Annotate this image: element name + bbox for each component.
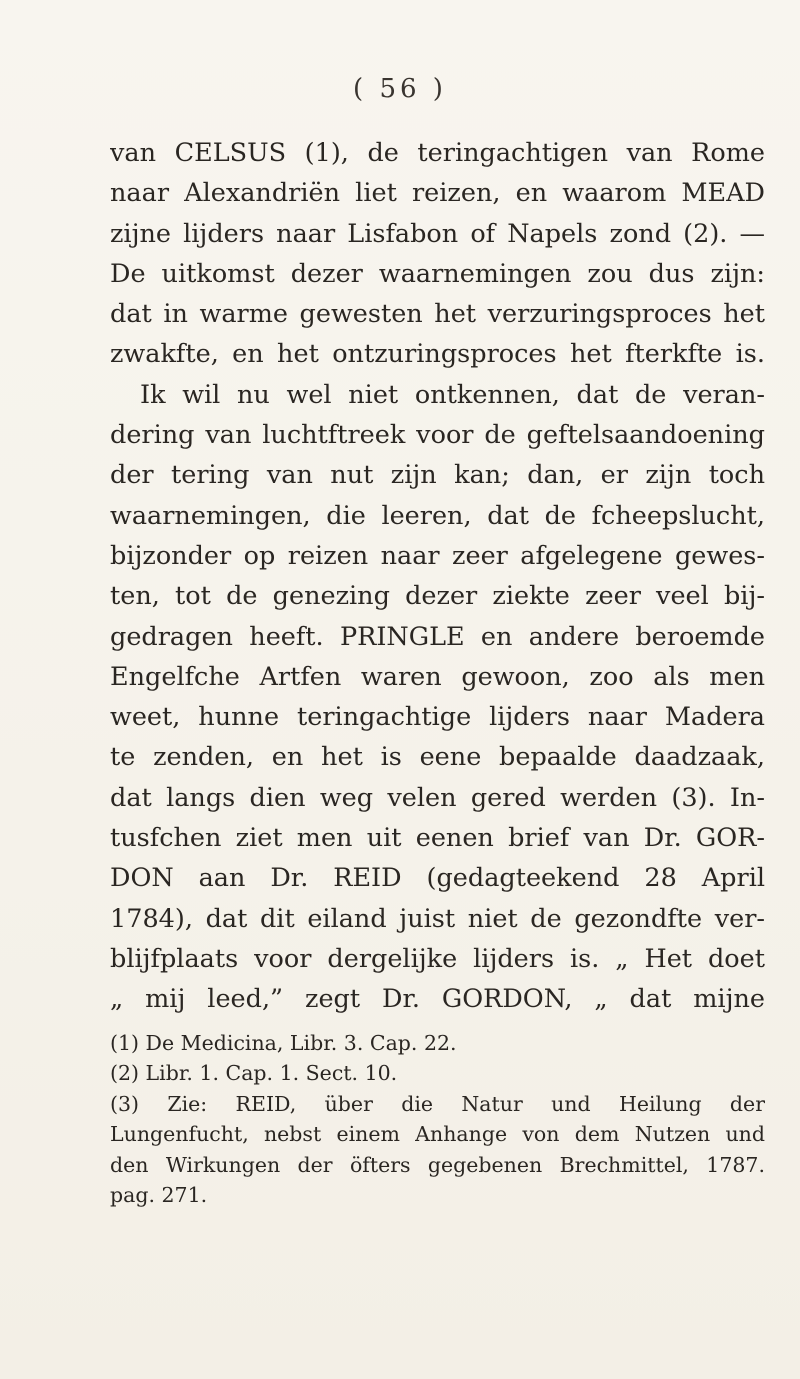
text-line: der tering van nut zijn kan; dan, er zijn toch bbox=[110, 460, 765, 491]
text-line: ten, tot de genezing dezer ziekte zeer veel bij- bbox=[110, 581, 765, 612]
text-line: te zenden, en het is eene bepaalde daadzaak, bbox=[110, 742, 765, 773]
text-line: dering van luchtftreek voor de geftelsaandoening bbox=[110, 420, 765, 451]
text-line: zijne lijders naar Lisfabon of Napels zond (2). — bbox=[110, 218, 765, 249]
text-line: waarnemingen, die leeren, dat de fcheepslucht, bbox=[110, 500, 765, 531]
text-line: De uitkomst dezer waarnemingen zou dus zijn: bbox=[110, 258, 765, 289]
text-line: blijfplaats voor dergelijke lijders is. „ Het doet bbox=[110, 943, 765, 974]
text-line: gedragen heeft. PRINGLE en andere beroemde bbox=[110, 621, 765, 652]
text-line: dat langs dien weg velen gered werden (3). In- bbox=[110, 782, 765, 813]
footnote-line: Lungenfucht, nebst einem Anhange von dem Nutzen und bbox=[110, 1122, 765, 1147]
text-line: Ik wil nu wel niet ontkennen, dat de veran- bbox=[140, 379, 765, 410]
text-line: 1784), dat dit eiland juist niet de gezondfte ver- bbox=[110, 903, 765, 934]
footnote-line: (3) Zie: REID, über die Natur und Heilung der bbox=[110, 1091, 765, 1116]
text-line: bijzonder op reizen naar zeer afgelegene gewes- bbox=[110, 540, 765, 571]
text-line: dat in warme gewesten het verzuringsproces het bbox=[110, 299, 765, 330]
text-line: van CELSUS (1), de teringachtigen van Rome bbox=[110, 138, 765, 168]
footnote-line: den Wirkungen der öfters gegebenen Brechmittel, 1787. bbox=[110, 1152, 765, 1177]
text-line: zwakfte, en het ontzuringsproces het fterkfte is. bbox=[110, 339, 765, 370]
text-line: naar Alexandriën liet reizen, en waarom MEAD bbox=[110, 178, 765, 209]
text-line: tusfchen ziet men uit eenen brief van Dr. GOR- bbox=[110, 823, 765, 854]
page-number: ( 56 ) bbox=[353, 74, 447, 104]
text-line: „ mij leed,” zegt Dr. GORDON, „ dat mijne bbox=[110, 984, 765, 1015]
footnote-line: (1) De Medicina, Libr. 3. Cap. 22. bbox=[110, 1031, 457, 1055]
footnote-line: pag. 271. bbox=[110, 1182, 208, 1207]
footnote-line: (2) Libr. 1. Cap. 1. Sect. 10. bbox=[110, 1061, 398, 1086]
footnotes bbox=[110, 1028, 765, 1210]
text-line: weet, hunne teringachtige lijders naar Madera bbox=[110, 702, 765, 733]
text-line: DON aan Dr. REID (gedagteekend 28 April bbox=[110, 863, 765, 894]
text-line: Engelfche Artfen waren gewoon, zoo als men bbox=[110, 661, 765, 692]
body-text bbox=[110, 133, 765, 1020]
